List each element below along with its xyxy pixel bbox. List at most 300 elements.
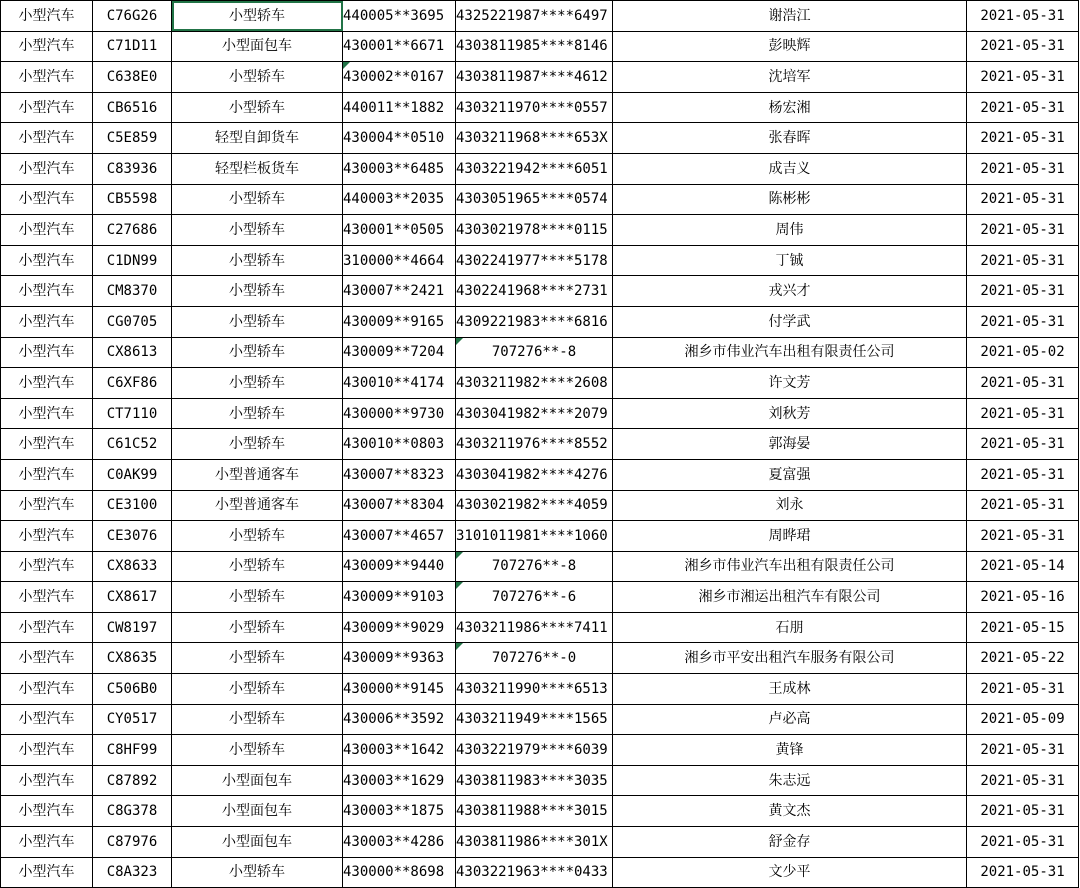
date-text: 2021-05-31 [980, 99, 1065, 116]
vin-cell[interactable] [343, 337, 456, 368]
vehicle-model-text: 小型轿车 [229, 527, 285, 544]
id-number-cell[interactable] [456, 1, 613, 32]
vehicle-type-text: 小型汽车 [18, 160, 75, 177]
owner-name-text: 陈彬彬 [768, 191, 811, 208]
vehicle-type-text: 小型汽车 [18, 7, 75, 24]
vehicle-model-cell[interactable] [172, 368, 343, 399]
id-number-cell[interactable] [456, 582, 613, 613]
table-row [1, 123, 1079, 154]
vin-text: 430000**8698 [343, 864, 445, 881]
vehicle-type-cell[interactable] [1, 582, 93, 613]
date-cell[interactable] [967, 459, 1079, 490]
vehicle-model-text: 小型轿车 [229, 313, 285, 330]
owner-name-text: 夏富强 [768, 466, 811, 483]
vehicle-model-cell[interactable] [172, 31, 343, 62]
table-row [1, 459, 1079, 490]
owner-name-text: 杨宏湘 [768, 99, 811, 116]
plate-number-cell[interactable] [93, 429, 172, 460]
vehicle-model-cell[interactable] [172, 704, 343, 735]
date-cell[interactable] [967, 796, 1079, 827]
id-number-cell[interactable] [456, 153, 613, 184]
vehicle-model-cell[interactable] [172, 612, 343, 643]
vin-cell[interactable] [343, 857, 456, 888]
id-number-text: 707276**-8 [491, 558, 577, 575]
owner-name-cell[interactable] [613, 337, 967, 368]
vehicle-model-cell[interactable] [172, 215, 343, 246]
id-number-cell[interactable] [456, 398, 613, 429]
vin-cell[interactable] [343, 306, 456, 337]
plate-number-cell[interactable] [93, 276, 172, 307]
vehicle-type-text: 小型汽车 [18, 466, 75, 483]
owner-name-cell[interactable] [613, 551, 967, 582]
plate-number-text: CE3076 [106, 527, 158, 544]
plate-number-cell[interactable] [93, 582, 172, 613]
table-row [1, 765, 1079, 796]
vehicle-type-cell[interactable] [1, 1, 93, 32]
plate-number-text: C6XF86 [106, 374, 158, 391]
id-number-text: 4303041982****4276 [456, 466, 608, 483]
date-cell[interactable] [967, 429, 1079, 460]
date-cell[interactable] [967, 153, 1079, 184]
vehicle-model-cell[interactable] [172, 582, 343, 613]
date-cell[interactable] [967, 245, 1079, 276]
date-cell[interactable] [967, 827, 1079, 858]
date-cell[interactable] [967, 551, 1079, 582]
date-text: 2021-05-31 [980, 466, 1065, 483]
id-number-cell[interactable] [456, 245, 613, 276]
vehicle-type-cell[interactable] [1, 215, 93, 246]
vehicle-type-cell[interactable] [1, 521, 93, 552]
plate-number-cell[interactable] [93, 306, 172, 337]
vin-cell[interactable] [343, 153, 456, 184]
plate-number-text: CX8617 [106, 589, 158, 606]
vehicle-type-cell[interactable] [1, 490, 93, 521]
vehicle-type-cell[interactable] [1, 276, 93, 307]
vin-cell[interactable] [343, 796, 456, 827]
vehicle-type-text: 小型汽车 [18, 558, 75, 575]
table-row [1, 215, 1079, 246]
date-cell[interactable] [967, 398, 1079, 429]
id-number-cell[interactable] [456, 368, 613, 399]
vehicle-type-cell[interactable] [1, 857, 93, 888]
plate-number-text: CT7110 [106, 405, 158, 422]
vehicle-type-cell[interactable] [1, 306, 93, 337]
vehicle-type-cell[interactable] [1, 337, 93, 368]
plate-number-cell[interactable] [93, 245, 172, 276]
vehicle-type-cell[interactable] [1, 704, 93, 735]
date-text: 2021-05-31 [980, 38, 1065, 55]
date-cell[interactable] [967, 276, 1079, 307]
plate-number-cell[interactable] [93, 153, 172, 184]
vehicle-type-cell[interactable] [1, 92, 93, 123]
vin-text: 430007**8304 [343, 497, 445, 514]
vin-cell[interactable] [343, 429, 456, 460]
owner-name-cell[interactable] [613, 796, 967, 827]
date-cell[interactable] [967, 521, 1079, 552]
owner-name-text: 彭映辉 [768, 38, 811, 55]
vin-cell[interactable] [343, 643, 456, 674]
vin-cell[interactable] [343, 582, 456, 613]
vehicle-type-cell[interactable] [1, 398, 93, 429]
owner-name-text: 湘乡市平安出租汽车服务有限公司 [684, 650, 895, 667]
owner-name-cell[interactable] [613, 276, 967, 307]
date-cell[interactable] [967, 184, 1079, 215]
id-number-text: 4303051965****0574 [456, 191, 608, 208]
plate-number-cell[interactable] [93, 643, 172, 674]
id-number-text: 4303211990****6513 [456, 680, 608, 697]
owner-name-cell[interactable] [613, 765, 967, 796]
vehicle-type-text: 小型汽车 [18, 589, 75, 606]
owner-name-text: 周晔珺 [768, 527, 811, 544]
table-row [1, 521, 1079, 552]
table-row [1, 490, 1079, 521]
vehicle-type-text: 小型汽车 [18, 711, 75, 728]
table-row [1, 153, 1079, 184]
owner-name-cell[interactable] [613, 92, 967, 123]
owner-name-text: 黄锋 [775, 742, 804, 759]
vehicle-type-cell[interactable] [1, 796, 93, 827]
plate-number-text: CB5598 [106, 191, 158, 208]
id-number-text: 707276**-0 [491, 650, 577, 667]
vehicle-type-text: 小型汽车 [18, 436, 75, 453]
vin-text: 440011**1882 [343, 99, 445, 116]
vehicle-type-cell[interactable] [1, 429, 93, 460]
date-cell[interactable] [967, 215, 1079, 246]
id-number-text: 707276**-6 [491, 589, 577, 606]
id-number-cell[interactable] [456, 612, 613, 643]
id-number-cell[interactable] [456, 459, 613, 490]
owner-name-cell[interactable] [613, 153, 967, 184]
vin-cell[interactable] [343, 123, 456, 154]
id-number-cell[interactable] [456, 276, 613, 307]
id-number-cell[interactable] [456, 306, 613, 337]
id-number-cell[interactable] [456, 735, 613, 766]
id-number-text: 4303021982****4059 [456, 497, 608, 514]
owner-name-cell[interactable] [613, 582, 967, 613]
vehicle-model-cell[interactable] [172, 459, 343, 490]
vehicle-model-text: 小型轿车 [229, 558, 285, 575]
owner-name-cell[interactable] [613, 704, 967, 735]
owner-name-cell[interactable] [613, 245, 967, 276]
id-number-text: 707276**-8 [491, 344, 577, 361]
date-text: 2021-05-22 [980, 650, 1065, 667]
vehicle-model-cell[interactable] [172, 276, 343, 307]
plate-number-cell[interactable] [93, 704, 172, 735]
id-number-cell[interactable] [456, 674, 613, 705]
vehicle-model-cell[interactable] [172, 62, 343, 93]
id-number-cell[interactable] [456, 215, 613, 246]
cell-note-indicator-icon [343, 62, 350, 69]
id-number-cell[interactable] [456, 62, 613, 93]
owner-name-cell[interactable] [613, 612, 967, 643]
plate-number-cell[interactable] [93, 674, 172, 705]
plate-number-cell[interactable] [93, 735, 172, 766]
date-cell[interactable] [967, 306, 1079, 337]
vehicle-model-cell[interactable] [172, 551, 343, 582]
id-number-cell[interactable] [456, 796, 613, 827]
vin-cell[interactable] [343, 1, 456, 32]
date-cell[interactable] [967, 337, 1079, 368]
plate-number-cell[interactable] [93, 551, 172, 582]
date-cell[interactable] [967, 368, 1079, 399]
vin-text: 430003**1642 [343, 742, 445, 759]
plate-number-text: C0AK99 [106, 466, 158, 483]
id-number-text: 3101011981****1060 [456, 527, 608, 544]
vin-cell[interactable] [343, 490, 456, 521]
date-cell[interactable] [967, 735, 1079, 766]
plate-number-cell[interactable] [93, 215, 172, 246]
vehicle-model-cell[interactable] [172, 184, 343, 215]
vin-cell[interactable] [343, 704, 456, 735]
vehicle-model-text: 小型轿车 [229, 374, 285, 391]
vehicle-model-cell[interactable] [172, 123, 343, 154]
plate-number-cell[interactable] [93, 612, 172, 643]
vehicle-model-cell[interactable] [172, 92, 343, 123]
id-number-cell[interactable] [456, 643, 613, 674]
vehicle-type-cell[interactable] [1, 368, 93, 399]
owner-name-cell[interactable] [613, 521, 967, 552]
vehicle-type-text: 小型汽车 [18, 68, 75, 85]
plate-number-cell[interactable] [93, 765, 172, 796]
plate-number-cell[interactable] [93, 368, 172, 399]
owner-name-cell[interactable] [613, 459, 967, 490]
plate-number-cell[interactable] [93, 62, 172, 93]
vehicle-model-cell[interactable] [172, 643, 343, 674]
owner-name-cell[interactable] [613, 306, 967, 337]
date-cell[interactable] [967, 643, 1079, 674]
vehicle-model-cell[interactable] [172, 306, 343, 337]
id-number-cell[interactable] [456, 704, 613, 735]
vehicle-type-cell[interactable] [1, 765, 93, 796]
vehicle-type-text: 小型汽车 [18, 374, 75, 391]
vin-cell[interactable] [343, 551, 456, 582]
plate-number-cell[interactable] [93, 459, 172, 490]
vin-text: 430009**9103 [343, 589, 445, 606]
table-row [1, 857, 1079, 888]
vin-text: 430009**9363 [343, 650, 445, 667]
vehicle-model-cell[interactable] [172, 735, 343, 766]
owner-name-cell[interactable] [613, 368, 967, 399]
owner-name-text: 许文芳 [768, 374, 811, 391]
id-number-cell[interactable] [456, 827, 613, 858]
id-number-cell[interactable] [456, 521, 613, 552]
id-number-cell[interactable] [456, 123, 613, 154]
id-number-text: 4303811986****301X [456, 833, 608, 850]
vehicle-type-text: 小型汽车 [18, 680, 75, 697]
table-row [1, 582, 1079, 613]
vehicle-model-cell[interactable] [172, 857, 343, 888]
id-number-cell[interactable] [456, 92, 613, 123]
table-row [1, 245, 1079, 276]
plate-number-text: C76G26 [106, 7, 158, 24]
date-cell[interactable] [967, 62, 1079, 93]
id-number-text: 4303211949****1565 [456, 711, 608, 728]
vehicle-model-text: 小型轿车 [229, 344, 285, 361]
vehicle-model-cell[interactable] [172, 674, 343, 705]
vehicle-model-text: 小型轿车 [229, 191, 285, 208]
owner-name-cell[interactable] [613, 1, 967, 32]
plate-number-cell[interactable] [93, 1, 172, 32]
date-cell[interactable] [967, 765, 1079, 796]
vin-text: 430009**9165 [343, 313, 445, 330]
vehicle-type-cell[interactable] [1, 674, 93, 705]
date-text: 2021-05-31 [980, 191, 1065, 208]
vehicle-type-cell[interactable] [1, 123, 93, 154]
table-row [1, 62, 1079, 93]
vehicle-type-cell[interactable] [1, 735, 93, 766]
vehicle-model-text: 小型轿车 [229, 221, 285, 238]
owner-name-text: 沈培军 [768, 68, 811, 85]
table-row [1, 429, 1079, 460]
plate-number-cell[interactable] [93, 337, 172, 368]
vin-cell[interactable] [343, 62, 456, 93]
owner-name-cell[interactable] [613, 62, 967, 93]
id-number-cell[interactable] [456, 765, 613, 796]
vehicle-model-text: 小型面包车 [222, 38, 292, 55]
id-number-text: 4303021978****0115 [456, 221, 608, 238]
plate-number-cell[interactable] [93, 857, 172, 888]
table-row [1, 306, 1079, 337]
plate-number-cell[interactable] [93, 521, 172, 552]
vin-cell[interactable] [343, 827, 456, 858]
owner-name-cell[interactable] [613, 215, 967, 246]
vehicle-model-text: 小型轿车 [229, 650, 285, 667]
owner-name-cell[interactable] [613, 857, 967, 888]
owner-name-text: 舒金存 [768, 833, 811, 850]
vin-cell[interactable] [343, 612, 456, 643]
date-cell[interactable] [967, 704, 1079, 735]
vehicle-type-cell[interactable] [1, 827, 93, 858]
date-cell[interactable] [967, 582, 1079, 613]
vehicle-type-cell[interactable] [1, 31, 93, 62]
vehicle-model-cell[interactable] [172, 1, 343, 32]
date-cell[interactable] [967, 674, 1079, 705]
owner-name-cell[interactable] [613, 184, 967, 215]
id-number-text: 4303221942****6051 [456, 160, 608, 177]
date-cell[interactable] [967, 857, 1079, 888]
id-number-cell[interactable] [456, 490, 613, 521]
date-text: 2021-05-31 [980, 527, 1065, 544]
vehicle-type-text: 小型汽车 [18, 191, 75, 208]
plate-number-cell[interactable] [93, 398, 172, 429]
vehicle-model-cell[interactable] [172, 153, 343, 184]
vin-cell[interactable] [343, 276, 456, 307]
id-number-cell[interactable] [456, 337, 613, 368]
plate-number-cell[interactable] [93, 184, 172, 215]
plate-number-cell[interactable] [93, 92, 172, 123]
vehicle-model-cell[interactable] [172, 796, 343, 827]
vehicle-type-cell[interactable] [1, 459, 93, 490]
id-number-text: 4303211968****653X [456, 130, 608, 147]
vin-text: 430003**1629 [343, 772, 445, 789]
date-cell[interactable] [967, 1, 1079, 32]
vin-cell[interactable] [343, 765, 456, 796]
vehicle-type-text: 小型汽车 [18, 803, 75, 820]
vin-cell[interactable] [343, 459, 456, 490]
vehicle-type-cell[interactable] [1, 62, 93, 93]
vehicle-model-cell[interactable] [172, 827, 343, 858]
vin-text: 430003**6485 [343, 160, 445, 177]
plate-number-cell[interactable] [93, 123, 172, 154]
date-cell[interactable] [967, 31, 1079, 62]
owner-name-text: 成吉义 [768, 160, 811, 177]
vin-cell[interactable] [343, 31, 456, 62]
owner-name-cell[interactable] [613, 490, 967, 521]
plate-number-cell[interactable] [93, 827, 172, 858]
vehicle-type-cell[interactable] [1, 643, 93, 674]
vin-text: 430000**9730 [343, 405, 445, 422]
owner-name-cell[interactable] [613, 735, 967, 766]
owner-name-text: 湘乡市湘运出租汽车有限公司 [698, 589, 881, 606]
vin-cell[interactable] [343, 184, 456, 215]
date-cell[interactable] [967, 123, 1079, 154]
owner-name-text: 湘乡市伟业汽车出租有限责任公司 [684, 344, 895, 361]
plate-number-text: C506B0 [106, 680, 158, 697]
vin-cell[interactable] [343, 215, 456, 246]
vehicle-type-text: 小型汽车 [18, 283, 75, 300]
cell-note-indicator-icon [456, 338, 463, 345]
vehicle-model-cell[interactable] [172, 398, 343, 429]
id-number-cell[interactable] [456, 551, 613, 582]
vehicle-type-cell[interactable] [1, 153, 93, 184]
id-number-text: 4325221987****6497 [456, 7, 608, 24]
vin-cell[interactable] [343, 245, 456, 276]
vin-cell[interactable] [343, 398, 456, 429]
date-text: 2021-05-31 [980, 68, 1065, 85]
vehicle-type-cell[interactable] [1, 612, 93, 643]
owner-name-cell[interactable] [613, 429, 967, 460]
plate-number-cell[interactable] [93, 490, 172, 521]
vehicle-type-cell[interactable] [1, 184, 93, 215]
owner-name-cell[interactable] [613, 398, 967, 429]
vehicle-model-cell[interactable] [172, 429, 343, 460]
vehicle-type-cell[interactable] [1, 245, 93, 276]
vehicle-model-cell[interactable] [172, 521, 343, 552]
vehicle-model-cell[interactable] [172, 490, 343, 521]
id-number-cell[interactable] [456, 857, 613, 888]
owner-name-cell[interactable] [613, 827, 967, 858]
date-cell[interactable] [967, 92, 1079, 123]
date-text: 2021-05-02 [980, 344, 1065, 361]
vin-cell[interactable] [343, 521, 456, 552]
vehicle-model-cell[interactable] [172, 245, 343, 276]
plate-number-cell[interactable] [93, 796, 172, 827]
id-number-text: 4303211986****7411 [456, 619, 608, 636]
vin-text: 440003**2035 [343, 191, 445, 208]
date-cell[interactable] [967, 612, 1079, 643]
owner-name-cell[interactable] [613, 123, 967, 154]
owner-name-cell[interactable] [613, 674, 967, 705]
vehicle-type-cell[interactable] [1, 551, 93, 582]
owner-name-cell[interactable] [613, 643, 967, 674]
id-number-text: 4303211976****8552 [456, 436, 608, 453]
plate-number-cell[interactable] [93, 31, 172, 62]
vehicle-model-cell[interactable] [172, 337, 343, 368]
id-number-text: 4303811983****3035 [456, 772, 608, 789]
vin-cell[interactable] [343, 92, 456, 123]
vin-text: 430004**0510 [343, 130, 445, 147]
id-number-cell[interactable] [456, 31, 613, 62]
vin-cell[interactable] [343, 368, 456, 399]
vehicle-model-cell[interactable] [172, 765, 343, 796]
table-row [1, 398, 1079, 429]
id-number-cell[interactable] [456, 184, 613, 215]
vin-cell[interactable] [343, 735, 456, 766]
vin-cell[interactable] [343, 674, 456, 705]
date-cell[interactable] [967, 490, 1079, 521]
owner-name-cell[interactable] [613, 31, 967, 62]
id-number-cell[interactable] [456, 429, 613, 460]
